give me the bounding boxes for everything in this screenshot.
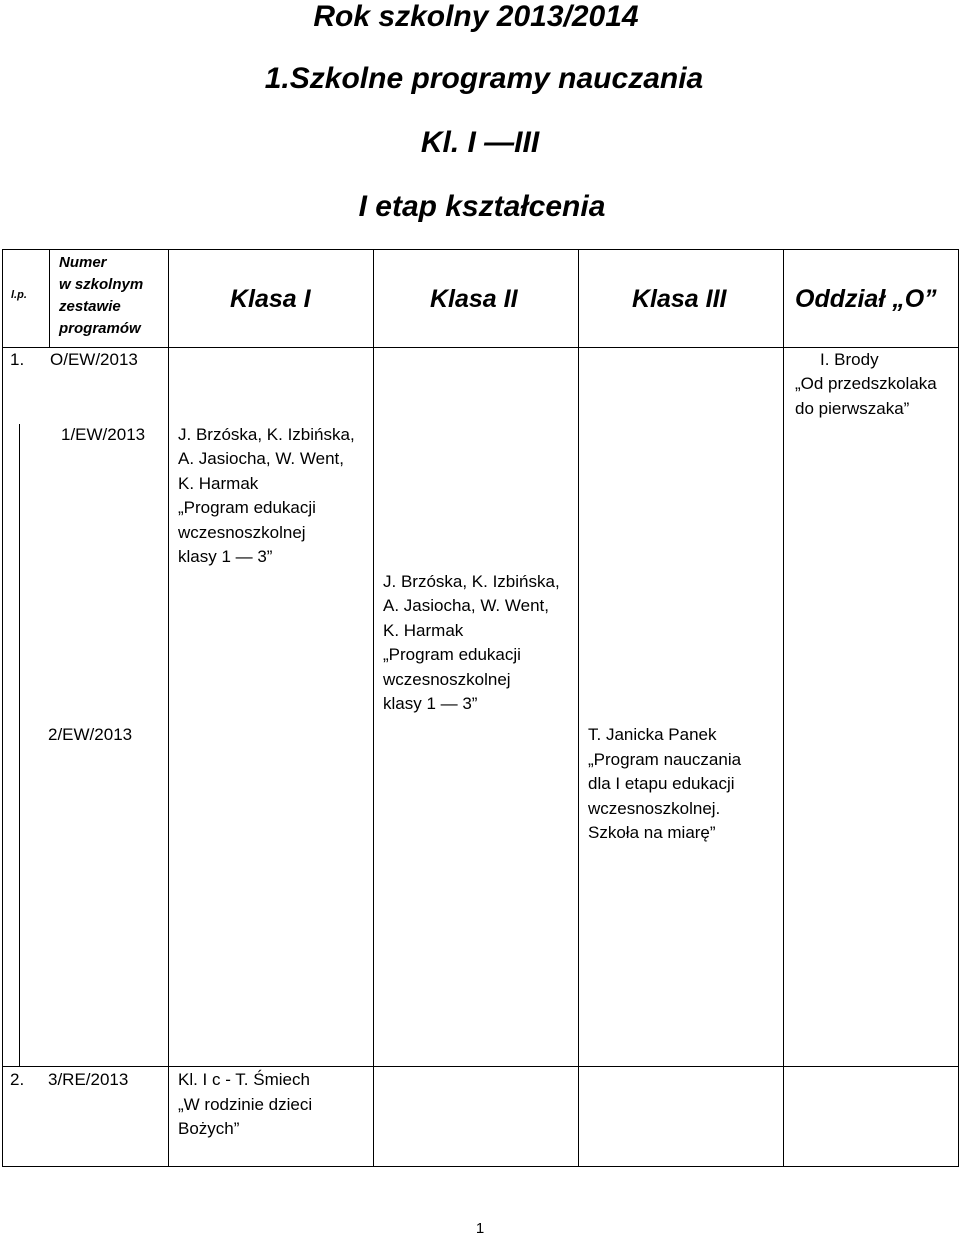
table-divider-lp-inner xyxy=(19,424,20,1066)
table-divider-klasa2 xyxy=(578,249,579,1167)
ew2-numer: 2/EW/2013 xyxy=(48,725,133,744)
row1-lp: 1. xyxy=(10,350,25,369)
header-klasa-3: Klasa III xyxy=(632,285,727,313)
ew1-klasa2-line: K. Harmak xyxy=(383,621,464,640)
ew1-klasa2-line: A. Jasiocha, W. Went, xyxy=(383,596,549,615)
ew1-klasa1-line: klasy 1 — 3” xyxy=(178,547,273,566)
row1-oddzial-line: „Od przedszkolaka xyxy=(795,374,937,393)
ew1-klasa1-line: K. Harmak xyxy=(178,474,259,493)
ew2-klasa3-line: Szkoła na miarę” xyxy=(588,823,716,842)
header-klasa-2: Klasa II xyxy=(430,285,518,313)
ew1-numer: 1/EW/2013 xyxy=(61,425,146,444)
header-klasa-1: Klasa I xyxy=(230,285,311,313)
title-classes: Kl. I —III xyxy=(420,126,540,159)
ew1-klasa2-line: „Program edukacji xyxy=(383,645,521,664)
ew1-klasa1-line: A. Jasiocha, W. Went, xyxy=(178,449,344,468)
row2-klasa1-line: Bożych” xyxy=(178,1119,240,1138)
header-numer-line: w szkolnym xyxy=(59,276,144,293)
header-numer-line: programów xyxy=(59,320,141,337)
row2-klasa1-line: „W rodzinie dzieci xyxy=(178,1095,313,1114)
ew2-klasa3-line: T. Janicka Panek xyxy=(588,725,717,744)
ew1-klasa2-line: klasy 1 — 3” xyxy=(383,694,478,713)
header-oddzial: Oddział „O” xyxy=(795,285,937,313)
header-numer xyxy=(59,252,143,340)
ew1-klasa2-line: J. Brzóska, K. Izbińska, xyxy=(383,572,560,591)
table-divider-klasa1 xyxy=(373,249,374,1167)
ew1-klasa1-line: wczesnoszkolnej xyxy=(178,523,306,542)
table-border-header xyxy=(2,347,959,348)
ew2-klasa3-line: „Program nauczania xyxy=(588,750,742,769)
ew1-klasa1-line: J. Brzóska, K. Izbińska, xyxy=(178,425,355,444)
row1-numer: O/EW/2013 xyxy=(50,350,138,369)
table-border-left xyxy=(2,249,3,1167)
table-border-row2 xyxy=(2,1066,959,1067)
ew2-klasa3-line: dla I etapu edukacji xyxy=(588,774,735,793)
table-divider-numer xyxy=(168,249,169,1167)
page-number: 1 xyxy=(475,1220,485,1237)
title-programs: 1.Szkolne programy nauczania xyxy=(264,62,704,95)
table-divider-klasa3 xyxy=(783,249,784,1167)
header-numer-line: zestawie xyxy=(59,298,121,315)
row2-klasa1-line: Kl. I c - T. Śmiech xyxy=(178,1070,310,1089)
ew1-klasa2-line: wczesnoszkolnej xyxy=(383,670,511,689)
row2-lp: 2. xyxy=(10,1070,25,1089)
header-numer-line: Numer xyxy=(59,254,107,271)
title-school-year: Rok szkolny 2013/2014 xyxy=(313,0,639,33)
ew1-klasa1-line: „Program edukacji xyxy=(178,498,316,517)
table-border-right xyxy=(958,249,959,1167)
title-stage: I etap kształcenia xyxy=(358,190,606,223)
header-lp: l.p. xyxy=(11,289,27,301)
ew2-klasa3-line: wczesnoszkolnej. xyxy=(588,799,721,818)
table-border-bottom xyxy=(2,1166,959,1167)
row1-oddzial-line: do pierwszaka” xyxy=(795,399,910,418)
table-divider-lp xyxy=(49,249,50,348)
table-border-top xyxy=(2,249,959,250)
row2-numer: 3/RE/2013 xyxy=(48,1070,129,1089)
row1-oddzial-line: I. Brody xyxy=(820,350,879,369)
